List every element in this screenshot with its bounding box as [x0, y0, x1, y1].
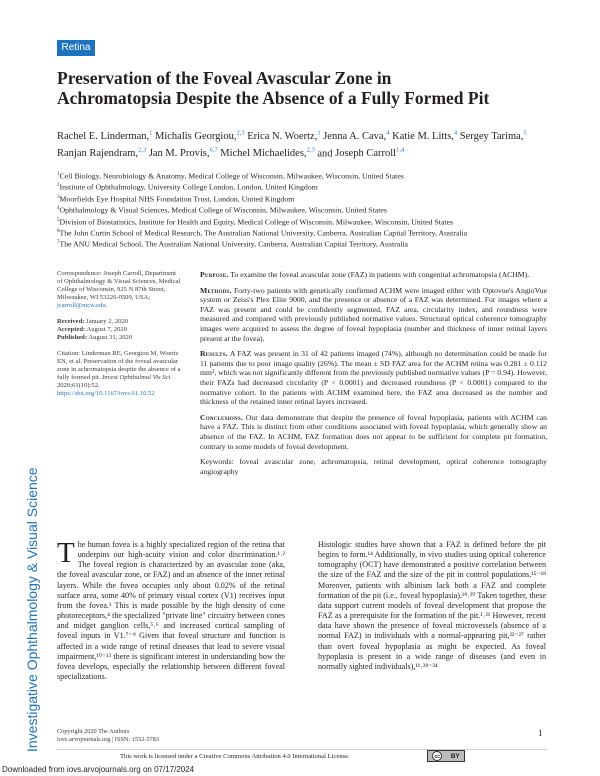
affiliation-item: $^6$The John Curtin School of Medical Research, The Australian National University, Canberra, Australian Capital Territory, Australia	[57, 228, 468, 238]
abstract-results: Results. A FAZ was present in 31 of 42 patients imaged (74%), although no determination could be made for 11 patients due to poor image quality (26%). The mean ± SD FAZ area for the ACHM retina was 0.281 ± 0.112 mm², which was not significantly different from the previously published normative values (P = 0.94). However, their FAZs had decreased circularity (P < 0.0001) and decreased roundness (P < 0.0001) compared to the normative cohort. In the patients with ACHM examined here, the FAZ area decreased as the number and thickness of the retained inner retinal layers increased.	[200, 349, 547, 407]
correspondence-text: Correspondence: Joseph Carroll, Department of Ophthalmology & Visual Sciences, Medical College of Wisconsin, 925 N 87th Street, Milwaukee, WI 53226-0509, USA;	[57, 270, 181, 301]
author-name: Joseph Carroll$^{1,4}$	[335, 146, 405, 159]
keywords: Keywords: foveal avascular zone, achromatopsia, retinal development, optical coherence tomography angiography	[200, 457, 547, 476]
author-list	[57, 126, 547, 161]
affiliation-item: $^2$Institute of Ophthalmology, University College London, London, United Kingdom	[57, 182, 318, 192]
body-column-left	[57, 537, 285, 682]
author-affiliation-marker: 2,3	[236, 129, 245, 136]
abstract-purpose: Purpose. To examine the foveal avascular zone (FAZ) in patients with congenital achromatopsia (ACHM).	[200, 270, 530, 279]
title-line-1: Preservation of the Foveal Avascular Zone in	[57, 68, 392, 88]
citation-volume: 2020;61(10):52.	[57, 382, 100, 389]
footer-divider	[57, 749, 547, 750]
author-affiliation-marker: 4	[453, 129, 458, 136]
doi-link[interactable]: https://doi.org/10.1167/iovs.61.10.52	[57, 390, 155, 397]
abstract	[200, 270, 547, 482]
author-affiliation-marker: 6,7	[209, 146, 218, 154]
author-affiliation-marker: 1	[317, 129, 321, 136]
cc-logo-icon: cc	[432, 751, 442, 761]
intro-paragraph: he human fovea is a highly specialized region of the retina that underpins our high-acuity vision and color discrimination.¹˒² The foveal region is characterized by an avascular zone (aka, the foveal avascular zone, or FAZ) and an absence of the inner retinal layers. While the fovea occupies only about 0.02% of the retinal surface area, some 40% of primary visual cortex (V1) receives input from the fovea.³ This is made possible by the high density of cone photoreceptors,⁴ the specialized "private line" circuitry between cones and midget ganglion cells,⁵˒⁶ and increased cortical sampling of foveal inputs in V1.⁷⁻⁹ Given that foveal structure and function is affected in a wide range of retinal diseases that lead to severe visual impairment,¹⁰⁻¹³ there is significant interest in understanding how the fovea develops, especially the relationship between different foveal specializations.	[57, 540, 285, 682]
correspondence	[57, 270, 182, 310]
article-metadata	[57, 270, 182, 406]
author-name: Katie M. Litts,$^4$	[392, 129, 458, 142]
published-date: Published: August 31, 2020	[57, 334, 133, 341]
license-text[interactable]: This work is licensed under a Creative Commons Attribution 4.0 International License.	[120, 753, 350, 760]
citation-text: Citation: Linderman RE, Georgiou M, Woertz EN, et al. Preservation of the foveal avascular zone in achromatopsia despite the absence of a fully formed pit.	[57, 350, 181, 381]
cc-by-label: BY	[450, 752, 460, 760]
author-name: Michalis Georgiou,$^{2,3}$	[155, 129, 245, 142]
abstract-methods: Methods. Forty-two patients with genetically confirmed ACHM were imaged either with Optovue's AngioVue system or Zeiss's Plex Elite 9000, and the presence or absence of a FAZ was determined. For images where a FAZ was present and could be confidently segmented, FAZ area, circularity index, and roundness were measured and compared with previously published normative values. Structural optical coherence tomography images were acquired to assess the degree of foveal hypoplasia (number and thickness of inner retinal layers present at the fovea).	[200, 285, 547, 343]
journal-side-title: Investigative Ophthalmology & Visual Science	[24, 467, 40, 752]
author-name: Ranjan Rajendram,$^{2,3}$	[57, 146, 147, 159]
author-name: Michel Michaelides,$^{2,3}$	[220, 146, 315, 159]
title-line-2: Achromatopsia Despite the Absence of a Fully Formed Pit	[57, 88, 490, 108]
issn-text: iovs.arvojournals.org | ISSN: 1552-5783	[57, 736, 160, 743]
author-affiliation-marker: 1,4	[396, 146, 405, 154]
drop-cap: T	[57, 537, 75, 569]
author-name: and	[317, 148, 333, 159]
author-name: Sergey Tarima,$^5$	[459, 129, 527, 142]
article-title	[57, 68, 547, 108]
creative-commons-badge[interactable]	[427, 750, 465, 762]
correspondence-email[interactable]: jcarroll@mcw.edu.	[57, 302, 108, 309]
histology-paragraph: Histologic studies have shown that a FAZ is defined before the pit begins to form.¹⁴ Additionally, in vivo studies using optical coherence tomography (OCT) have demonstrated a positive correlation between the size of the FAZ and the size of the pit in control populations.¹⁵⁻¹⁸ Moreover, patients with albinism lack both a FAZ and complete formation of the pit (i.e., foveal hypoplasia).¹⁹˒²⁰ Taken together, these data support current models of foveal development that propose the FAZ as a prerequisite for the formation of the pit.¹˒²¹ However, recent data have shown the presence of foveal microvessels (absence of a normal FAZ) in individuals with a normal-appearing pit,²²⁻²⁷ rather than overt foveal hypoplasia as might be expected. As foveal hypoplasia is present in a wide range of diseases (and even in normally sighted individuals),¹¹˒²⁸⁻³⁴	[318, 540, 546, 671]
abstract-conclusions: Conclusions. Our data demonstrate that despite the presence of foveal hypoplasia, patients with ACHM can have a FAZ. This is distinct from other conditions associated with foveal hypoplasia, which generally show an absence of the FAZ. In ACHM, FAZ formation does not appear to be sufficient for complete pit formation, contrary to some models of foveal development.	[200, 412, 548, 451]
affiliation-item: $^4$Ophthalmology & Visual Sciences, Medical College of Wisconsin, Milwaukee, Wisconsin, United States	[57, 205, 387, 215]
body-column-right	[318, 540, 546, 672]
page-number: 1	[538, 728, 543, 738]
author-affiliation-marker: 1	[149, 129, 153, 136]
download-notice: Downloaded from iovs.arvojournals.org on 07/17/2024	[2, 765, 195, 774]
author-affiliation-marker: 4	[386, 129, 390, 136]
copyright-text: Copyright 2020 The Authors	[57, 728, 130, 735]
accepted-date: Accepted: August 7, 2020	[57, 326, 127, 333]
author-name: Jenna A. Cava,$^4$	[323, 129, 390, 142]
dates	[57, 318, 182, 342]
affiliation-item: $^1$Cell Biology, Neurobiology & Anatomy, Medical College of Wisconsin, Milwaukee, Wisconsin, United States	[57, 171, 404, 181]
received-date: Received: January 2, 2020	[57, 318, 129, 325]
affiliation-item: $^3$Moorfields Eye Hospital NHS Foundation Trust, London, United Kingdom	[57, 194, 295, 204]
section-tag: Retina	[57, 40, 95, 56]
author-name: Rachel E. Linderman,$^1$	[57, 129, 153, 142]
author-affiliation-marker: 2,3	[306, 146, 315, 154]
footer-copyright	[57, 728, 159, 744]
author-name: Erica N. Woertz,$^1$	[247, 129, 321, 142]
author-affiliation-marker: 5	[523, 129, 527, 136]
author-affiliation-marker: 2,3	[138, 146, 147, 154]
citation-journal: Invest Ophthalmol Vis Sci.	[102, 374, 172, 381]
author-name: Jan M. Provis,$^{6,7}$	[148, 146, 218, 159]
affiliation-item: $^5$Division of Biostatistics, Institute for Health and Equity, Medical College of Wisconsin, Milwaukee, Wisconsin, United States	[57, 217, 454, 227]
citation	[57, 350, 182, 398]
affiliation-item: $^7$The ANU Medical School, The Australian National University, Canberra, Australian Capital Territory, Australia	[57, 239, 408, 249]
affiliation-list	[57, 170, 547, 250]
